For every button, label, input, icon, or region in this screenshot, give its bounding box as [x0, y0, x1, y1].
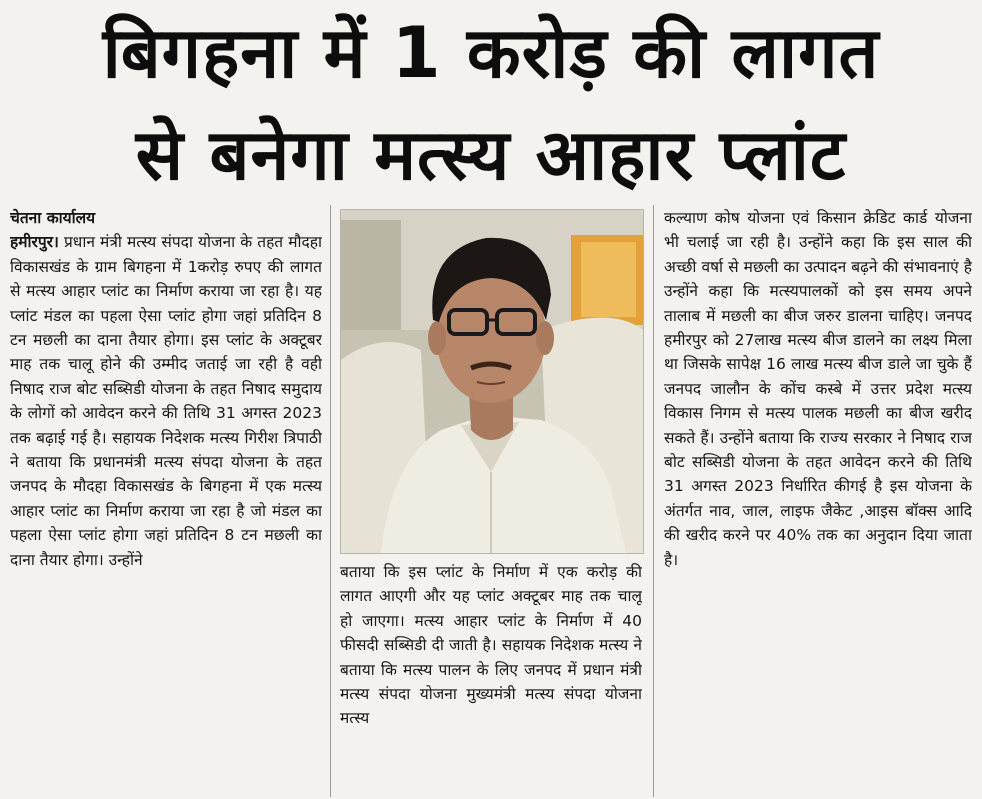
- byline: चेतना कार्यालय: [10, 209, 96, 227]
- dateline: हमीरपुर।: [10, 233, 59, 252]
- column-rule-right: [653, 205, 654, 797]
- column-rule-left: [330, 205, 331, 797]
- portrait-photo: [340, 209, 644, 554]
- article-column-1: [10, 206, 322, 796]
- article-column-2: बताया कि इस प्लांट के निर्माण में एक करोड़ की लागत आएगी और यह प्लांट अक्टूबर माह तक चालू हो जाएगा। मत्स्य आहार प्लांट के निर्माण में 40 फीसदी सब्सिडी दी जाती है। सहायक निदेशक मत्स्य ने बताया कि मत्स्य पालन के लिए जनपद में प्रधान मंत्री मत्स्य संपदा योजना मुख्यमंत्री मत्स्य संपदा योजना मत्स्य: [340, 563, 642, 728]
- headline-line-1: बिगहना में 1 करोड़ की लागत: [102, 12, 880, 94]
- column-1-text: प्रधान मंत्री मत्स्य संपदा योजना के तहत मौदहा विकासखंड के ग्राम बिगहना में 1करोड़ रुपए की लागत से मत्स्य आहार प्लांट का निर्माण कराया जा रहा है। यह प्लांट मंडल का पहला ऐसा प्लांट होगा जहां प्रतिदिन 8 टन मछली का दाना तैयार होगा। इस प्लांट के अक्टूबर माह तक चालू होने की उम्मीद जताई जा रही है वही निषाद राज बोट सब्सिडी योजना के तहत निषाद समुदाय के लोगों को आवेदन करने की तिथि 31 अगस्त 2023 तक बढ़ाई गई है। सहायक निदेशक मत्स्य गिरीश त्रिपाठी ने बताया कि प्रधानमंत्री मत्स्य संपदा योजना के तहत जनपद के मौदहा विकासखंड के बिगहना में एक मत्स्य आहार प्लांट का निर्माण कराया जा रहा है जो मंडल का पहला ऐसा प्लांट होगा जहां प्रतिदिन 8 टन मछली का दाना तैयार होगा। उन्होंने: [10, 233, 322, 569]
- headline-line-2: से बनेगा मत्स्य आहार प्लांट: [135, 114, 847, 196]
- article-column-3: कल्याण कोष योजना एवं किसान क्रेडिट कार्ड योजना भी चलाई जा रही है। उन्होंने कहा कि इस साल की अच्छी वर्षा से मछली का उत्पादन बढ़ने की संभावनाएं है उन्होंने कहा कि मत्स्यपालकों को इस समय अपने तालाब में मछली का बीज जरुर डालना चाहिए। जनपद हमीरपुर को 27लाख मत्स्य बीज डालने का लक्ष्य मिला था जिसके सापेक्ष 16 लाख मत्स्य बीज डाले जा चुके हैं जनपद जालौन के कोंच कस्बे में उत्तर प्रदेश मत्स्य विकास निगम से मत्स्य पालक मछली का बीज खरीद सकते हैं। उन्होंने बताया कि राज्य सरकार ने निषाद राज बोट सब्सिडी योजना के तहत आवेदन करने की तिथि 31 अगस्त 2023 निर्धारित कीगई है इस योजना के अंतर्गत नाव, जाल, लाइफ जैकेट ,आइस बॉक्स आदि की खरीद करने पर 40% तक का अनुदान दिया जाता है।: [664, 209, 972, 569]
